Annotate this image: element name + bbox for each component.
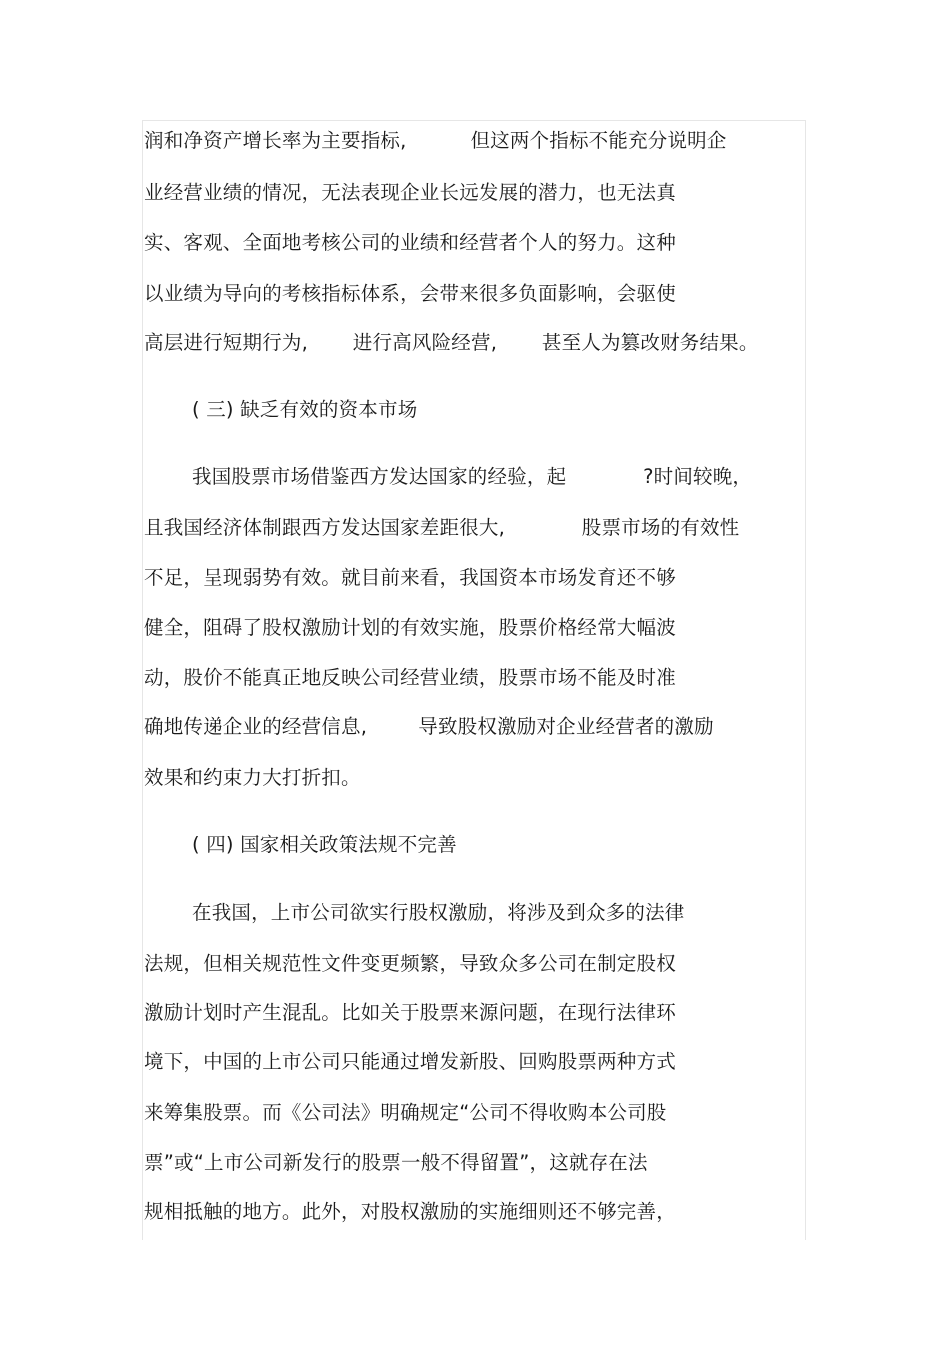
paragraph-line: 在我国，上市公司欲实行股权激励，将涉及到众多的法律 — [192, 901, 685, 924]
paragraph-line: 境下，中国的上市公司只能通过增发新股、回购股票两种方式 — [144, 1050, 676, 1073]
paragraph-line: 且我国经济体制跟西方发达国家差距很大, 股票市场的有效性 — [144, 516, 740, 539]
paragraph-line: 确地传递企业的经营信息, 导致股权激励对企业经营者的激励 — [144, 715, 714, 738]
paragraph-line: 高层进行短期行为, 进行高风险经营, 甚至人为篡改财务结果。 — [144, 331, 759, 354]
paragraph-line: 健全，阻碍了股权激励计划的有效实施，股票价格经常大幅波 — [144, 616, 676, 639]
paragraph-line: 票”或“上市公司新发行的股票一般不得留置”，这就存在法 — [144, 1151, 648, 1174]
section-heading-4: ( 四) 国家相关政策法规不完善 — [192, 833, 457, 856]
section-heading-3: ( 三) 缺乏有效的资本市场 — [192, 398, 418, 421]
paragraph-line: 以业绩为导向的考核指标体系，会带来很多负面影响，会驱使 — [144, 282, 676, 305]
paragraph-line: 我国股票市场借鉴西方发达国家的经验，起 ?时间较晚， — [192, 465, 753, 488]
paragraph-line: 不足，呈现弱势有效。就目前来看，我国资本市场发育还不够 — [144, 566, 676, 589]
paragraph-line: 效果和约束力大打折扣。 — [144, 766, 361, 789]
paragraph-line: 法规，但相关规范性文件变更频繁，导致众多公司在制定股权 — [144, 952, 676, 975]
paragraph-line: 润和净资产增长率为主要指标, 但这两个指标不能充分说明企 — [144, 129, 727, 152]
paragraph-line: 来筹集股票。而《公司法》明确规定“公司不得收购本公司股 — [144, 1101, 667, 1124]
paragraph-line: 业经营业绩的情况，无法表现企业长远发展的潜力，也无法真 — [144, 181, 676, 204]
paragraph-line: 规相抵触的地方。此外，对股权激励的实施细则还不够完善， — [144, 1200, 676, 1223]
paragraph-line: 动，股价不能真正地反映公司经营业绩，股票市场不能及时准 — [144, 666, 676, 689]
paragraph-line: 实、客观、全面地考核公司的业绩和经营者个人的努力。这种 — [144, 231, 676, 254]
paragraph-line: 激励计划时产生混乱。比如关于股票来源问题，在现行法律环 — [144, 1001, 676, 1024]
